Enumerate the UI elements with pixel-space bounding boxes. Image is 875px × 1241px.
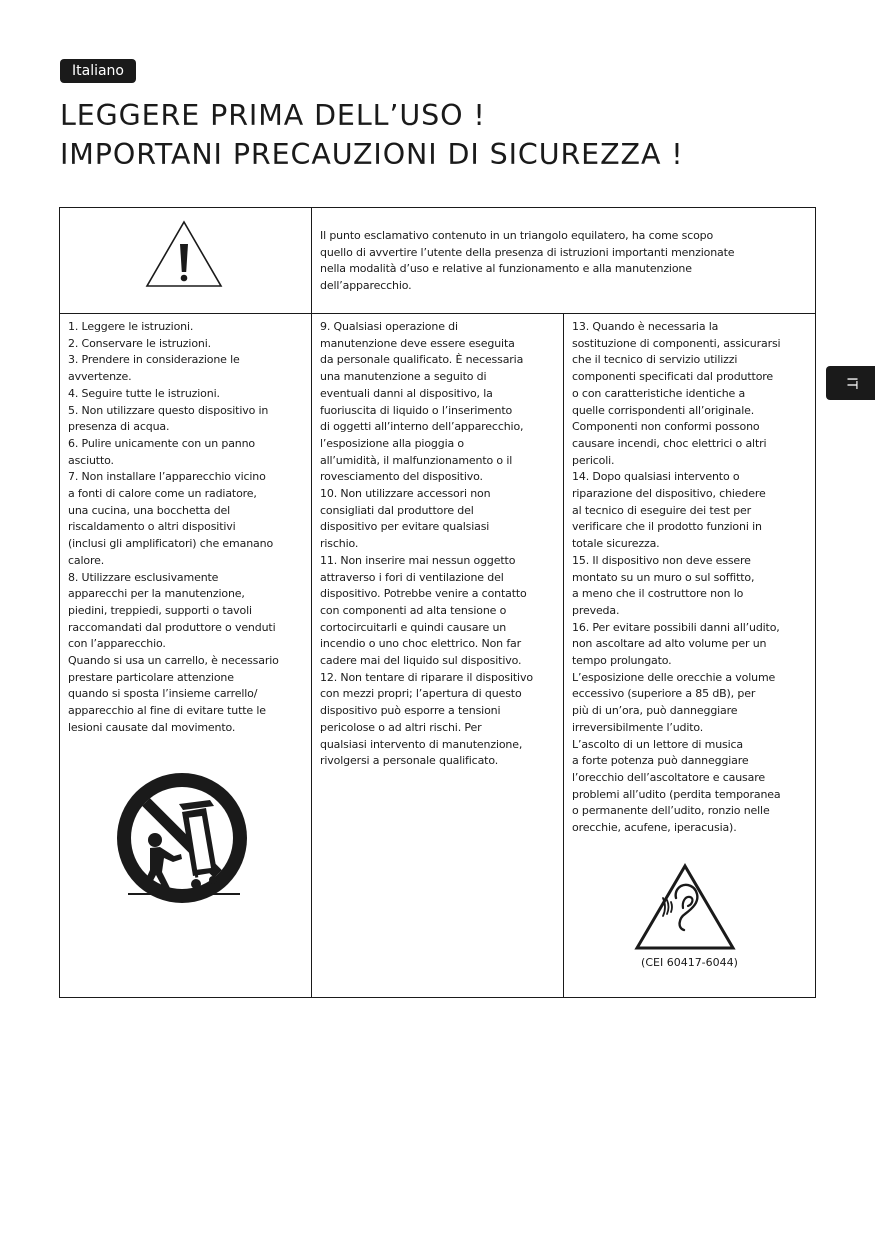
cart-tip-over-warning-icon [116, 772, 256, 904]
instructions-1-8: 1. Leggere le istruzioni. 2. Conservare le istruzioni. 3. Prendere in considerazione le avvertenze. 4. Seguire tutte le istruzioni. 5. Non utilizzare questo dispositivo in presenza di acqua. 6. Pulire unicamente con un panno asciutto. 7. Non installare l’apparecchio vicino a fonti di calore come un radiatore, una cucina, una bocchetta del riscaldamento o altri dispositivi (inclusi gli amplificatori) che emanano calore. 8. Utilizzare esclusivamente apparecchi per la manutenzione, piedini, treppiedi, supporti o tavoli raccomandati dal produttore o venduti con l’apparecchio. Quando si usa un carrello, è necessario prestare particolare attenzione quando si sposta l’insieme carrello/ apparecchio al fine di evitare tutte le lesioni causate dal movimento. [68, 320, 279, 734]
standard-reference: (CEI 60417-6044) [641, 956, 738, 969]
title-line-1: LEGGERE PRIMA DELL’USO ! [60, 99, 486, 132]
instructions-column-3 [563, 313, 816, 998]
title-line-2: IMPORTANI PRECAUZIONI DI SICUREZZA ! [60, 138, 684, 171]
hearing-damage-warning-icon [633, 862, 737, 952]
language-badge: Italiano [60, 59, 136, 83]
side-tab-label: IT [843, 377, 858, 389]
warning-symbol-cell [59, 207, 312, 314]
exclamation-triangle-icon [143, 218, 225, 290]
instructions-13-16: 13. Quando è necessaria la sostituzione di componenti, assicurarsi che il tecnico di servizio utilizzi componenti specificati dal produttore o con caratteristiche identiche a quelle corrispondenti all’originale. Componenti non conformi possono causare incendi, choc elettrici o altri pericoli. 14. Dopo qualsiasi intervento o riparazione del dispositivo, chiedere al tecnico di eseguire dei test per verificare che il prodotto funzioni in totale sicurezza. 15. Il dispositivo non deve essere montato su un muro o sul soffitto, a meno che il costruttore non lo preveda. 16. Per evitare possibili danni all’udito, non ascoltare ad alto volume per un tempo prolungato. L’esposizione delle orecchie a volume eccessivo (superiore a 85 dB), per più di un’ora, può danneggiare irreversibilmente l’udito. L’ascolto di un lettore di musica a forte potenza può danneggiare l’orecchio dell’ascoltatore e causare problemi all’udito (perdita temporanea o permanente dell’udito, ronzio nelle orecchie, acufene, iperacusia). [572, 320, 781, 835]
language-side-tab [826, 366, 875, 400]
instructions-9-12: 9. Qualsiasi operazione di manutenzione deve essere eseguita da personale qualificato. È necessaria una manutenzione a seguito di eventuali danni al dispositivo, la fuoriuscita di liquido o l’inserimento di oggetti all’interno dell’apparecchio, l’esposizione alla pioggia o all’umidità, il malfunzionamento o il rovesciamento del dispositivo. 10. Non utilizzare accessori non consigliati dal produttore del dispositivo per evitare qualsiasi rischio. 11. Non inserire mai nessun oggetto attraverso i fori di ventilazione del dispositivo. Potrebbe venire a contatto con componenti ad alta tensione o cortocircuitarli e quindi causare un incendio o uno choc elettrico. Non far cadere mai del liquido sul dispositivo. 12. Non tentare di riparare il dispositivo con mezzi propri; l’apertura di questo dispositivo può esporre a tensioni pericolose o ad altri rischi. Per qualsiasi intervento di manutenzione, rivolgersi a personale qualificato. [320, 320, 533, 768]
instructions-column-2 [311, 313, 564, 998]
instructions-column-1 [59, 313, 312, 998]
warning-explanation-cell [311, 207, 816, 314]
page-title [60, 96, 684, 174]
warning-explanation-text: Il punto esclamativo contenuto in un triangolo equilatero, ha come scopo quello di avvertire l’utente della presenza di istruzioni importanti menzionate nella modalità d’uso e relative al funzionamento e alla manutenzione dell’apparecchio. [320, 229, 735, 293]
